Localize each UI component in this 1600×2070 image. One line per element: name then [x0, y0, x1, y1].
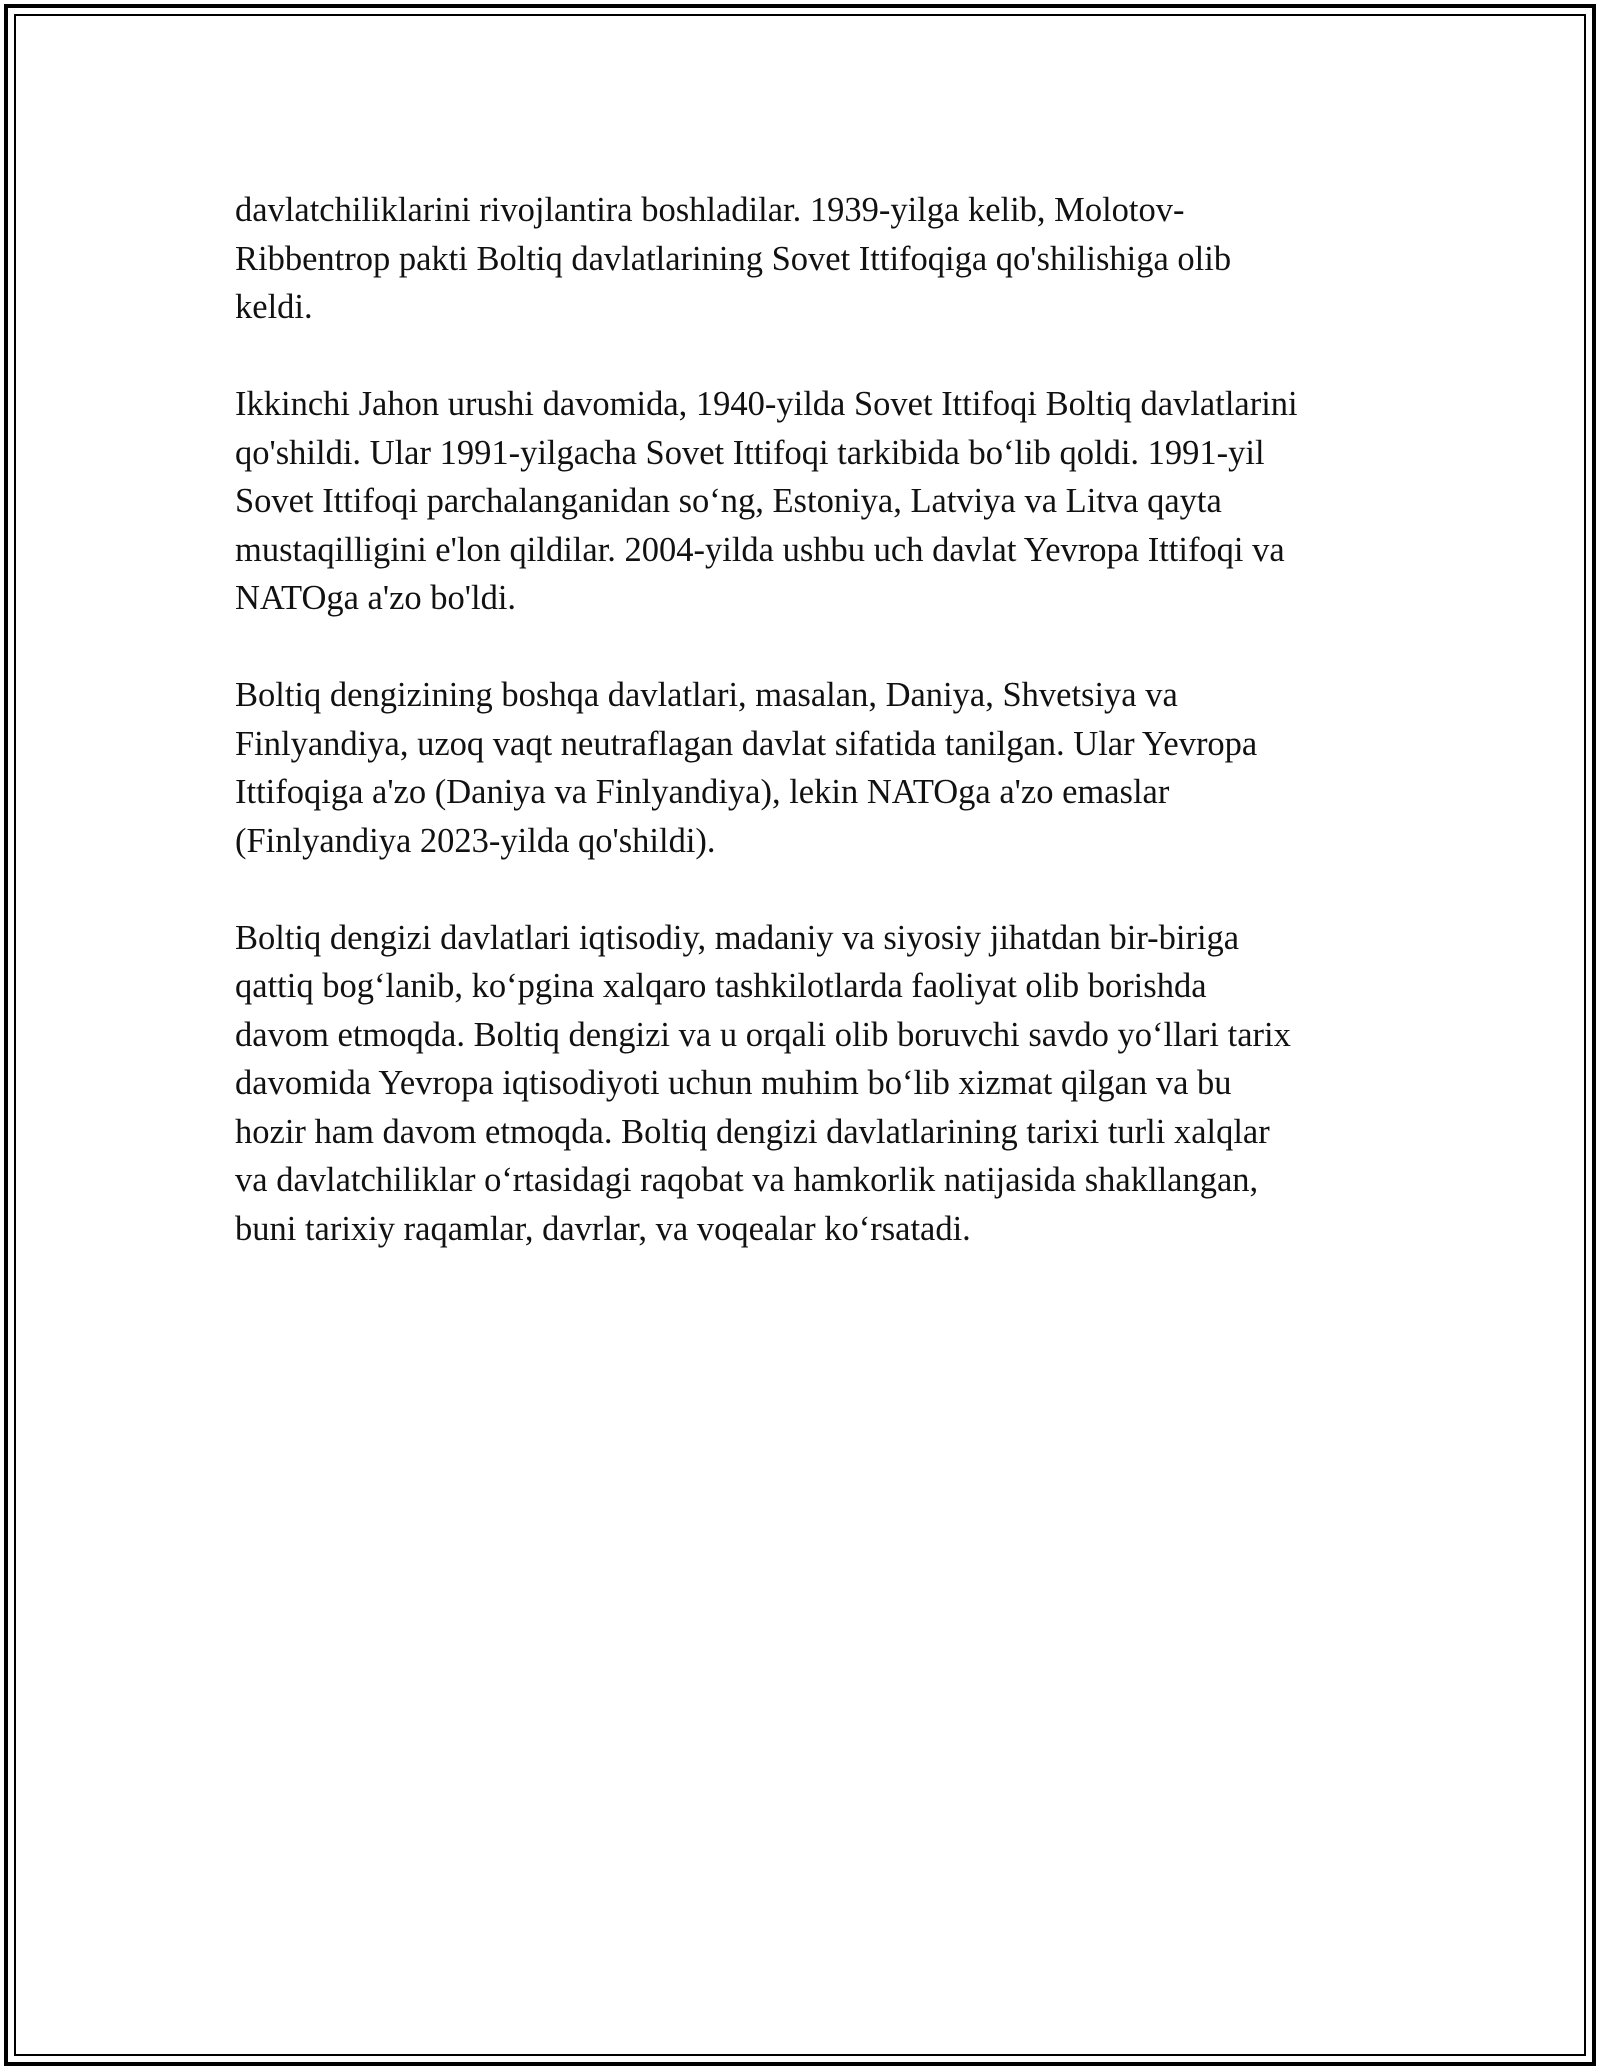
paragraph-1: davlatchiliklarini rivojlantira boshladilar. 1939-yilga kelib, Molotov- Ribbentrop pakti Boltiq davlatlarining Sovet Ittifoqiga qo'shilishiga olib keldi. — [235, 191, 1232, 326]
paragraph-2: Ikkinchi Jahon urushi davomida, 1940-yilda Sovet Ittifoqi Boltiq davlatlarini qo'shildi. Ular 1991-yilgacha Sovet Ittifoqi tarkibida bo‘lib qoldi. 1991-yil Sovet Ittifoqi parchalanganidan so‘ng, Estoniya, Latviya va Litva qayta mustaqilligini e'lon qildilar. 2004-yilda ushbu uch davlat Yevropa Ittifoqi va NATOga a'zo bo'ldi. — [235, 385, 1298, 617]
paragraph-3: Boltiq dengizining boshqa davlatlari, masalan, Daniya, Shvetsiya va Finlyandiya, uzoq vaqt neutraflagan davlat sifatida tanilgan. Ular Yevropa Ittifoqiga a'zo (Daniya va Finlyandiya), lekin NATOga a'zo emaslar (Finlyandiya 2023-yilda qo'shildi). — [235, 676, 1258, 860]
document-body — [235, 186, 1395, 1302]
paragraph-4: Boltiq dengizi davlatlari iqtisodiy, madaniy va siyosiy jihatdan bir-biriga qattiq bog‘lanib, ko‘pgina xalqaro tashkilotlarda faoliyat olib borishda davom etmoqda. Boltiq dengizi va u orqali olib boruvchi savdo yo‘llari tarix davomida Yevropa iqtisodiyoti uchun muhim bo‘lib xizmat qilgan va bu hozir ham davom etmoqda. Boltiq dengizi davlatlarining tarixi turli xalqlar va davlatchiliklar o‘rtasidagi raqobat va hamkorlik natijasida shakllangan, buni tarixiy raqamlar, davrlar, va voqealar ko‘rsatadi. — [235, 918, 1291, 1248]
